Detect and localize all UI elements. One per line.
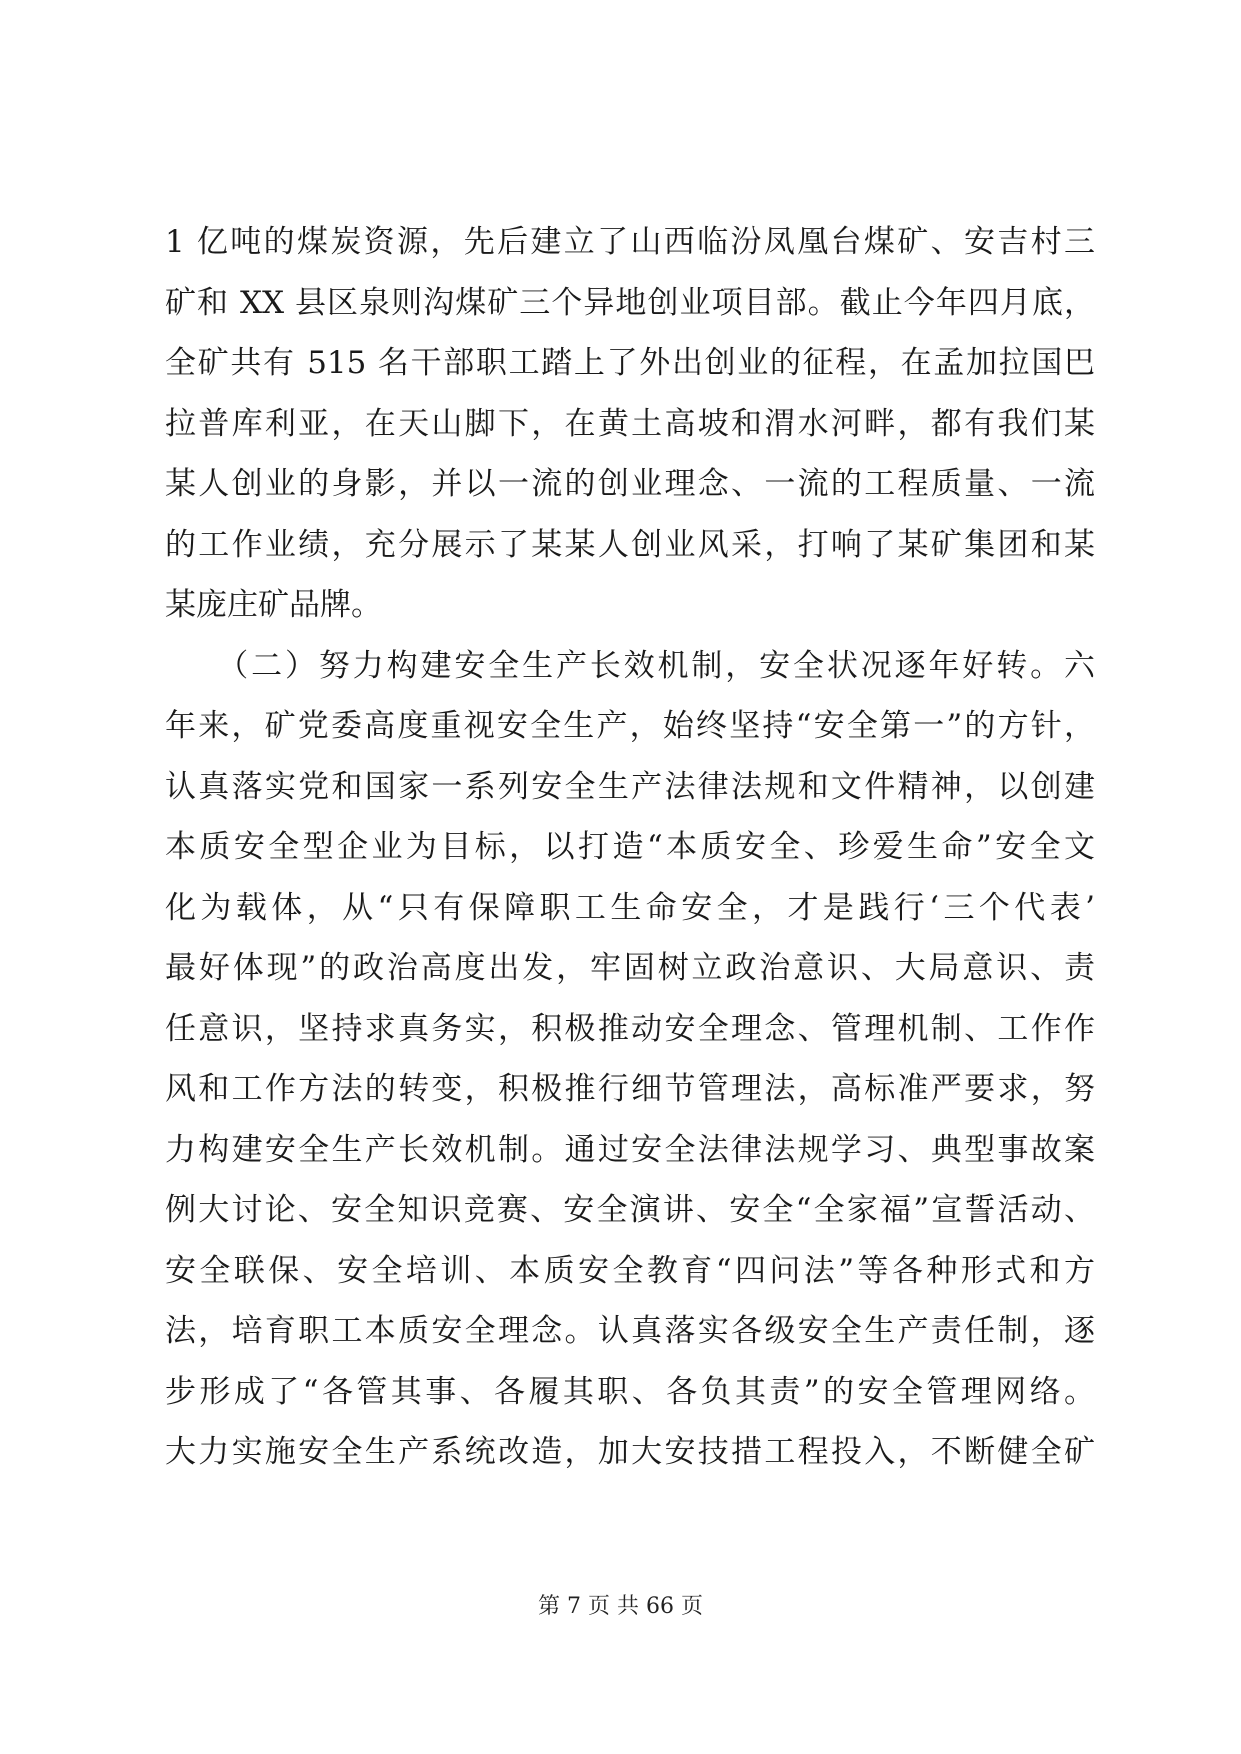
text-line: 某人创业的身影，并以一流的创业理念、一流的工程质量、一流 — [165, 466, 1095, 502]
text-line: 拉普库利亚，在天山脚下，在黄土高坡和渭水河畔，都有我们某 — [165, 405, 1095, 442]
text-line: 最好体现”的政治高度出发，牢固树立政治意识、大局意识、责 — [165, 950, 1095, 986]
text-line: 任意识，坚持求真务实，积极推动安全理念、管理机制、工作作 — [165, 1010, 1095, 1047]
text-line: 法，培育职工本质安全理念。认真落实各级安全生产责任制，逐 — [165, 1313, 1095, 1349]
text-line: 安全联保、安全培训、本质安全教育“四问法”等各种形式和方 — [165, 1252, 1095, 1289]
text-line: 步形成了“各管其事、各履其职、各负其责”的安全管理网络。 — [165, 1373, 1095, 1410]
text-line: 年来，矿党委高度重视安全生产，始终坚持“安全第一”的方针， — [165, 708, 1095, 744]
text-line: 的工作业绩，充分展示了某某人创业风采，打响了某矿集团和某 — [165, 526, 1095, 563]
text-line: 大力实施安全生产系统改造，加大安技措工程投入，不断健全矿 — [165, 1434, 1095, 1470]
body-text — [165, 212, 1095, 1483]
text-line: 认真落实党和国家一系列安全生产法律法规和文件精神，以创建 — [165, 768, 1095, 805]
text-line: 风和工作方法的转变，积极推行细节管理法，高标准严要求，努 — [165, 1071, 1095, 1107]
page-footer — [0, 1592, 1241, 1622]
text-line: 力构建安全生产长效机制。通过安全法律法规学习、典型事故案 — [165, 1131, 1095, 1168]
text-line: 某庞庄矿品牌。 — [165, 587, 382, 623]
text-line: 全矿共有 515 名干部职工踏上了外出创业的征程，在孟加拉国巴 — [165, 345, 1095, 381]
text-line: 本质安全型企业为目标，以打造“本质安全、珍爱生命”安全文 — [165, 829, 1095, 865]
text-line: 例大讨论、安全知识竞赛、安全演讲、安全“全家福”宣誓活动、 — [165, 1192, 1095, 1228]
text-line: 矿和 XX 县区泉则沟煤矿三个异地创业项目部。截止今年四月底， — [165, 284, 1095, 321]
text-line: 1 亿吨的煤炭资源，先后建立了山西临汾凤凰台煤矿、安吉村三 — [165, 224, 1095, 260]
text-line: 化为载体，从“只有保障职工生命安全，才是践行‘三个代表’ — [165, 889, 1095, 926]
page-number-label: 第 7 页 共 66 页 — [538, 1594, 703, 1619]
text-line: （二）努力构建安全生产长效机制，安全状况逐年好转。六 — [165, 647, 1095, 684]
